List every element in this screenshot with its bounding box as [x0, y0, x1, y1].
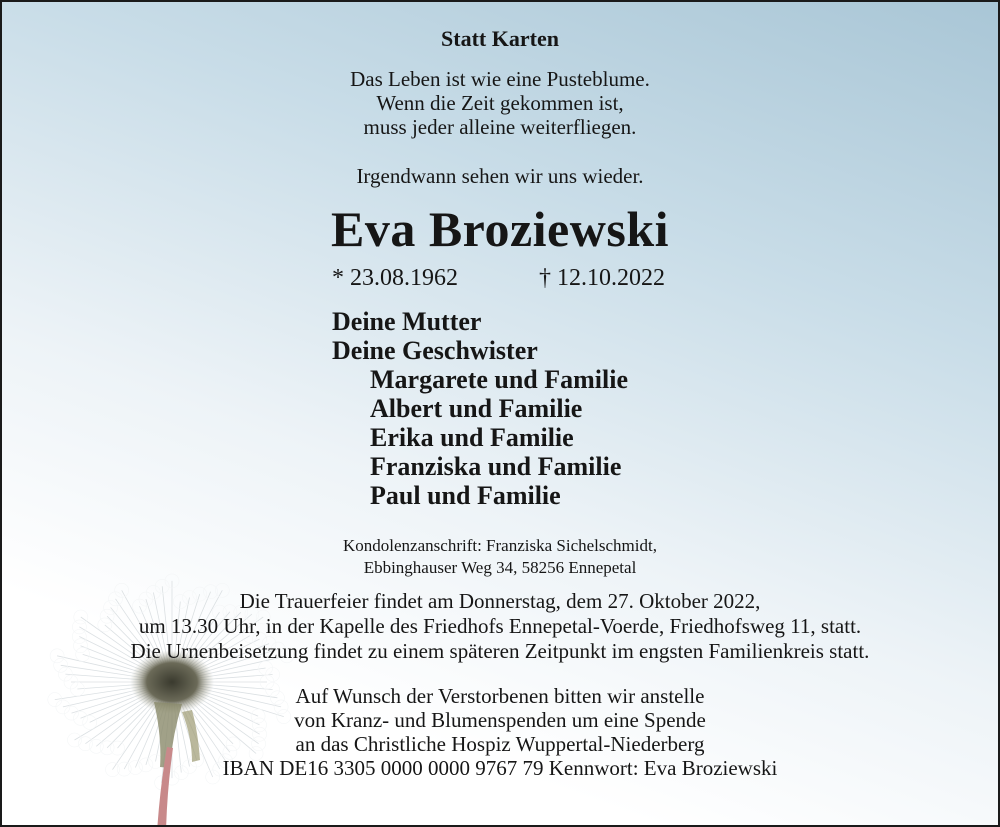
donation-line: IBAN DE16 3305 0000 0000 9767 79 Kennwort: Eva Broziewski: [222, 756, 778, 780]
header-statt-karten: Statt Karten: [441, 26, 559, 51]
poem-verse: [2, 67, 998, 139]
service-line: Die Urnenbeisetzung findet zu einem späteren Zeitpunkt im engsten Familienkreis statt.: [130, 639, 870, 663]
sibling-entry: Margarete und Familie: [370, 365, 629, 394]
condolence-address: [2, 535, 998, 579]
donation-request: [2, 684, 998, 780]
condolence-line: Kondolenzanschrift: Franziska Sichelschmidt,: [343, 536, 657, 555]
verse-line: muss jeder alleine weiterfliegen.: [363, 115, 637, 139]
mourner-mother: Deine Mutter: [332, 307, 482, 336]
sibling-entry: Albert und Familie: [370, 394, 583, 423]
sibling-entry: Franziska und Familie: [370, 452, 622, 481]
deceased-name: Eva Broziewski: [330, 201, 670, 257]
verse-closing: Irgendwann sehen wir uns wieder.: [356, 164, 644, 188]
sibling-entry: Paul und Familie: [370, 481, 561, 510]
verse-line: Das Leben ist wie eine Pusteblume.: [350, 67, 650, 91]
birth-date: * 23.08.1962: [332, 265, 458, 291]
siblings-heading: Deine Geschwister: [332, 336, 538, 365]
mourners-list: [332, 307, 628, 510]
service-line: Die Trauerfeier findet am Donnerstag, dem 27. Oktober 2022,: [239, 589, 761, 613]
death-date: † 12.10.2022: [539, 265, 665, 291]
verse-line: Wenn die Zeit gekommen ist,: [376, 91, 624, 115]
funeral-service-info: [2, 589, 998, 664]
donation-line: von Kranz- und Blumenspenden um eine Spende: [294, 708, 706, 732]
sibling-entry: Erika und Familie: [370, 423, 574, 452]
donation-line: Auf Wunsch der Verstorbenen bitten wir anstelle: [295, 684, 705, 708]
donation-line: an das Christliche Hospiz Wuppertal-Niederberg: [295, 732, 705, 756]
condolence-line: Ebbinghauser Weg 34, 58256 Ennepetal: [363, 558, 637, 577]
service-line: um 13.30 Uhr, in der Kapelle des Friedhofs Ennepetal-Voerde, Friedhofsweg 11, statt.: [138, 614, 862, 638]
